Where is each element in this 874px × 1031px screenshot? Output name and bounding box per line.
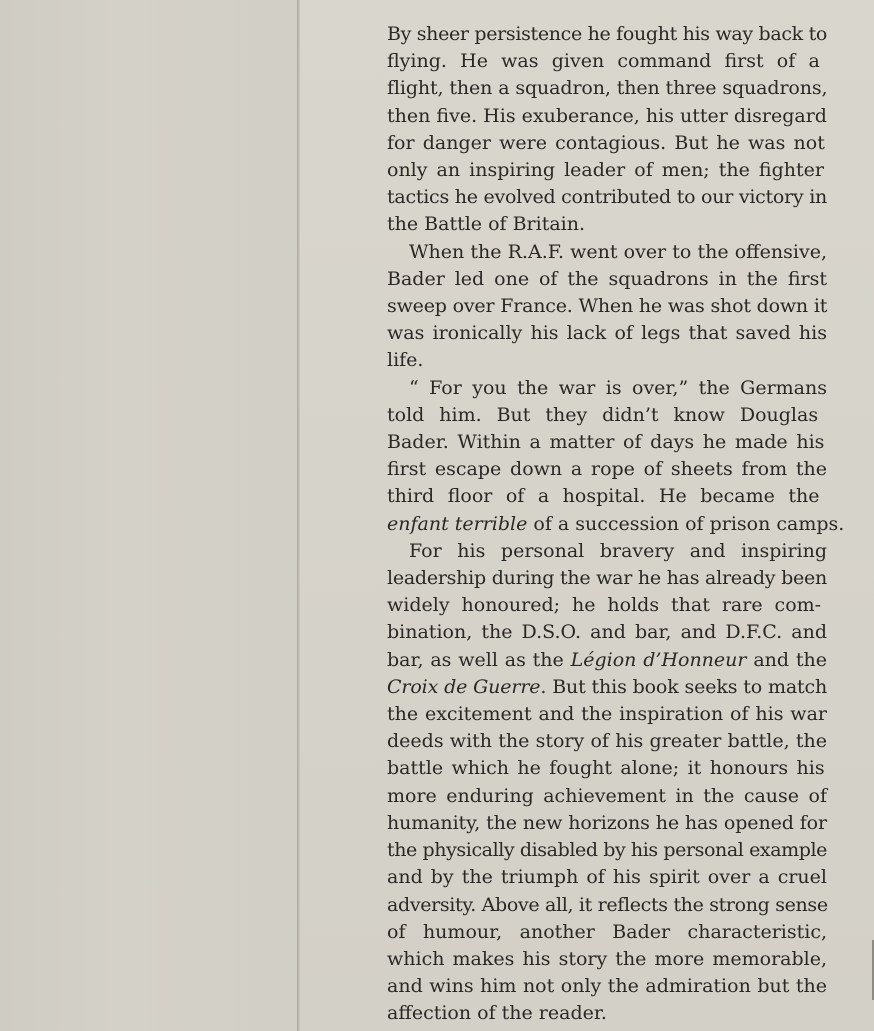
blurb-paragraph (387, 375, 845, 538)
text-run: Bader. Within a matter of days he made his (387, 431, 825, 454)
text-run: When the R.A.F. went over to the offensive, (409, 240, 827, 263)
text-run: and wins him not only the admiration but the (387, 975, 827, 998)
text-run: and the (746, 648, 827, 671)
text-line (387, 701, 827, 728)
text-run: the physically disabled by his personal example (387, 839, 827, 862)
text-line (387, 946, 827, 973)
text-run: flying. He was given command first of a (387, 50, 820, 73)
text-run: For his personal bravery and inspiring (409, 539, 827, 562)
text-run: widely honoured; he holds that rare com- (387, 594, 822, 617)
italic-text-run: Légion d’Honneur (570, 648, 747, 671)
text-run: bar, as well as the (387, 648, 571, 671)
text-line (387, 783, 827, 810)
text-run: of humour, another Bader characteristic, (387, 920, 827, 943)
text-line (387, 728, 827, 755)
text-line (387, 266, 827, 293)
text-line (387, 674, 827, 701)
text-line (387, 75, 827, 102)
text-run: affection of the reader. (387, 1002, 607, 1025)
text-line (387, 755, 827, 782)
text-line (387, 511, 845, 538)
text-run: humanity, the new horizons he has opened for (387, 811, 827, 834)
text-line (387, 483, 827, 510)
text-line (387, 130, 827, 157)
text-run: of a succession of prison camps. (527, 512, 845, 535)
text-line (387, 619, 827, 646)
text-run: first escape down a rope of sheets from the (387, 458, 827, 481)
text-line (387, 347, 827, 374)
text-line (387, 973, 827, 1000)
text-run: more enduring achievement in the cause of (387, 784, 827, 807)
text-line (387, 647, 827, 674)
blurb-paragraph (387, 21, 827, 239)
text-line (387, 837, 827, 864)
text-line (387, 565, 827, 592)
text-run: then five. His exuberance, his utter disregard (387, 104, 827, 127)
text-run: By sheer persistence he fought his way back to (387, 23, 827, 45)
text-line (387, 1000, 827, 1027)
text-run: and by the triumph of his spirit over a cruel (387, 866, 827, 889)
text-line (387, 21, 827, 48)
text-run: the excitement and the inspiration of his war (387, 703, 827, 726)
text-run: the Battle of Britain. (387, 213, 586, 236)
text-run: third floor of a hospital. He became the (387, 485, 820, 508)
text-line (387, 239, 827, 266)
text-run: tactics he evolved contributed to our victory in (387, 186, 827, 209)
text-run: . But this book seeks to match (540, 675, 828, 698)
text-run: deeds with the story of his greater battle, the (387, 730, 827, 753)
text-line (387, 864, 827, 891)
text-run: adversity. Above all, it reflects the strong sense (387, 893, 828, 916)
text-line (387, 48, 827, 75)
text-line (387, 402, 827, 429)
text-line (387, 810, 827, 837)
blurb-paragraph (387, 538, 827, 1028)
text-run: Bader led one of the squadrons in the first (387, 267, 827, 290)
text-line (387, 293, 827, 320)
text-run: battle which he fought alone; it honours his (387, 757, 825, 780)
text-run: life. (387, 349, 424, 372)
text-line (387, 103, 827, 130)
jacket-left-panel (0, 0, 297, 1031)
text-run: bination, the D.S.O. and bar, and D.F.C. and (387, 621, 827, 644)
text-line (387, 892, 827, 919)
text-run: sweep over France. When he was shot down it (387, 295, 828, 318)
text-run: flight, then a squadron, then three squadrons, (387, 77, 828, 100)
text-run: told him. But they didn’t know Douglas (387, 403, 819, 426)
italic-text-run: enfant terrible (387, 512, 528, 535)
text-line (387, 211, 827, 238)
text-line (387, 157, 827, 184)
blurb-text-column (387, 21, 845, 1028)
text-run: “ For you the war is over,” the Germans (409, 376, 827, 399)
italic-text-run: Croix de Guerre (387, 675, 541, 698)
text-run: for danger were contagious. But he was not (387, 131, 825, 154)
text-run: only an inspiring leader of men; the fighter (387, 159, 824, 182)
text-run: leadership during the war he has already been (387, 567, 827, 590)
text-run: which makes his story the more memorable, (387, 947, 827, 970)
blurb-paragraph (387, 239, 827, 375)
text-line (387, 538, 827, 565)
text-line (387, 320, 827, 347)
text-line (387, 429, 827, 456)
text-line (387, 375, 827, 402)
text-line (387, 919, 827, 946)
text-line (387, 184, 827, 211)
text-line (387, 456, 827, 483)
text-line (387, 592, 827, 619)
text-run: was ironically his lack of legs that saved his (387, 322, 827, 345)
